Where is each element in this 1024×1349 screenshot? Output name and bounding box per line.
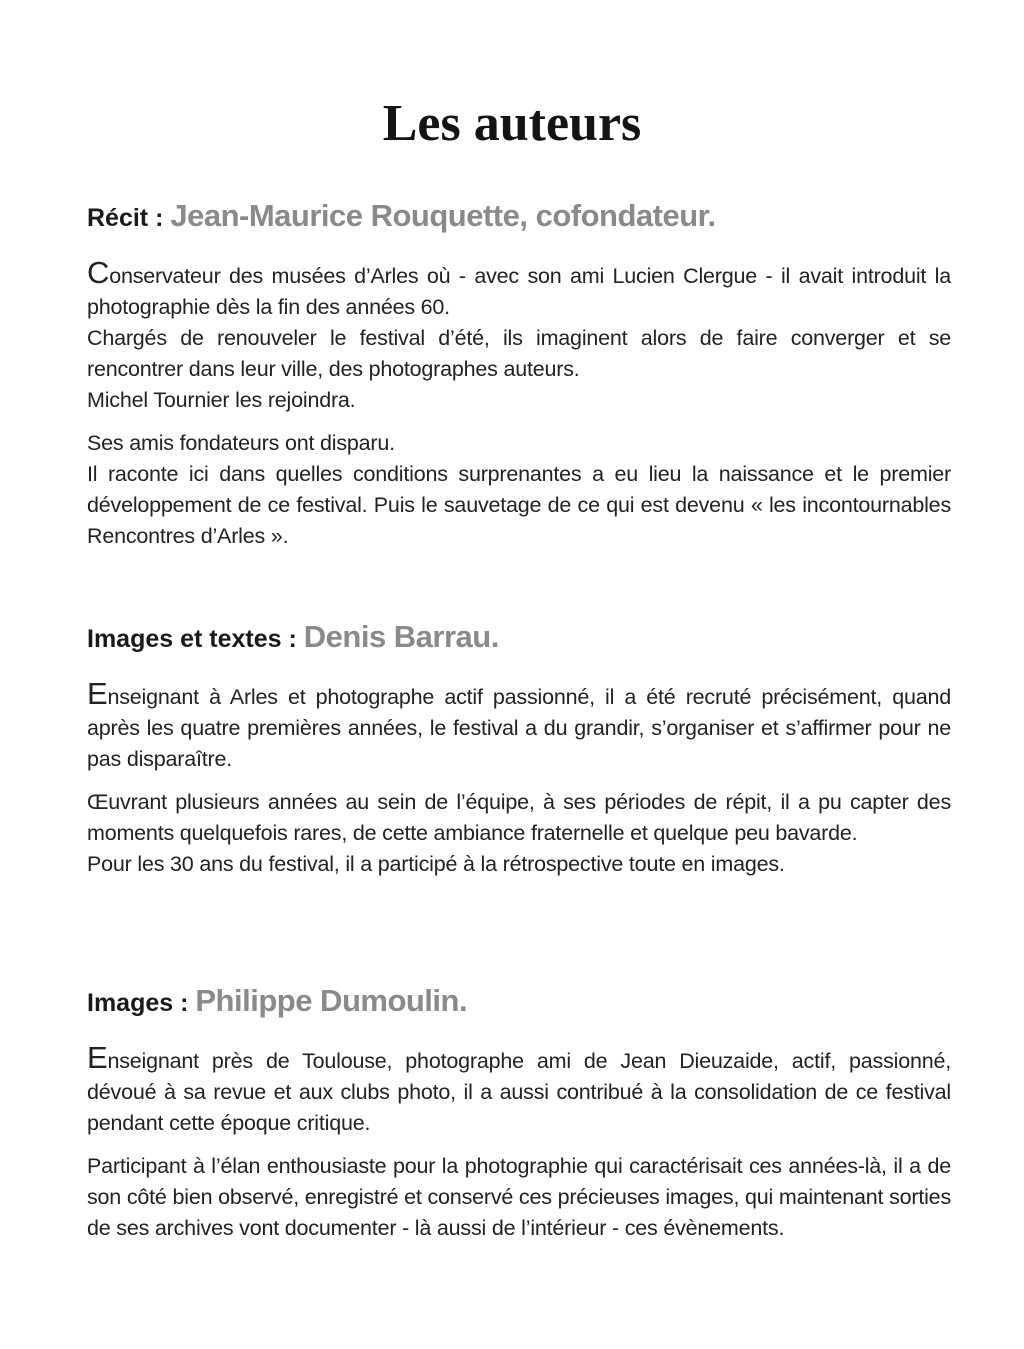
paragraph: Conservateur des musées d’Arles où - avec son ami Lucien Clergue - il avait introduit la photographie dès la fin des années 60. [87, 255, 951, 319]
section-heading [87, 196, 951, 239]
paragraph: Chargés de renouveler le festival d’été, ils imaginent alors de faire converger et se rencontrer dans leur ville, des photographes auteurs. [87, 326, 951, 381]
paragraph: Michel Tournier les rejoindra. [87, 388, 356, 412]
author-role: Images et textes : [87, 625, 304, 653]
author-role: Récit : [87, 204, 171, 232]
page-title: Les auteurs [382, 95, 642, 152]
paragraph: Participant à l’élan enthousiaste pour la photographie qui caractérisait ces années-là, il a de son côté bien observé, enregistré et conservé ces précieuses images, qui maintenant sorties de ses archives vont documenter - là aussi de l’intérieur - ces évènements. [87, 1154, 951, 1240]
author-name: Jean-Maurice Rouquette, cofondateur. [170, 198, 716, 233]
author-section-rouquette [87, 196, 951, 552]
section-heading [87, 981, 951, 1024]
paragraph: Enseignant près de Toulouse, photographe ami de Jean Dieuzaide, actif, passionné, dévoué à sa revue et aux clubs photo, il a aussi contribué à la consolidation de ce festival pendant cette époque critique. [87, 1040, 951, 1135]
section-heading [87, 617, 951, 660]
author-section-dumoulin [87, 981, 951, 1244]
paragraph: Pour les 30 ans du festival, il a participé à la rétrospective toute en images. [87, 852, 785, 876]
author-section-barrau [87, 617, 951, 880]
paragraph: Œuvrant plusieurs années au sein de l’équipe, à ses périodes de répit, il a pu capter des moments quelquefois rares, de cette ambiance fraternelle et quelque peu bavarde. [87, 790, 951, 845]
author-name: Philippe Dumoulin. [195, 983, 468, 1018]
paragraph: Il raconte ici dans quelles conditions surprenantes a eu lieu la naissance et le premier développement de ce festival. Puis le sauvetage de ce qui est devenu « les incontournables Rencontres d’Arles ». [87, 462, 951, 548]
paragraph: Ses amis fondateurs ont disparu. [87, 431, 395, 455]
author-name: Denis Barrau. [303, 619, 499, 654]
author-role: Images : [87, 989, 196, 1017]
paragraph: Enseignant à Arles et photographe actif passionné, il a été recruté précisément, quand après les quatre premières années, le festival a du grandir, s’organiser et s’affirmer pour ne pas disparaître. [87, 676, 951, 771]
